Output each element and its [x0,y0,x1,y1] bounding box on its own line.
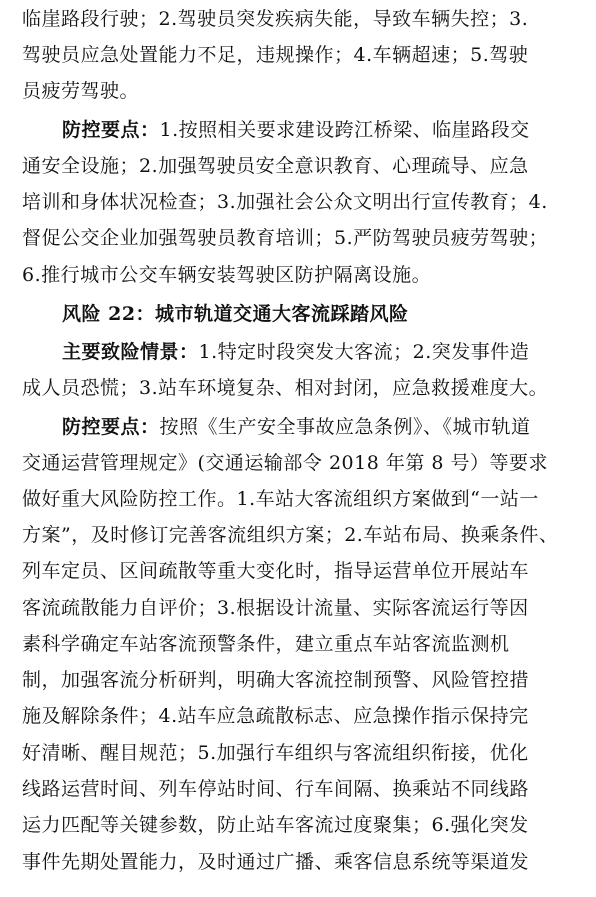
text-line [22,808,574,842]
text-line [62,410,574,444]
line-text: 客流疏散能力自评价；3.根据设计流量、实际客流运行等因 [22,597,529,619]
line-text: 施及解除条件；4.站车应急疏散标志、应急操作指示保持完 [22,705,529,727]
line-text: 好清晰、醒目规范；5.加强行车组织与客流组织衔接，优化 [22,742,529,764]
text-line [22,185,574,219]
line-text: 1.按照相关要求建设跨江桥梁、临崖路段交 [159,119,530,141]
text-line [22,38,574,72]
text-line [22,736,574,770]
line-text: 通安全设施；2.加强驾驶员安全意识教育、心理疏导、应急 [22,155,529,177]
text-line [22,221,574,255]
line-text: 做好重大风险防控工作。1.车站大客流组织方案做到“一站一 [22,488,539,510]
line-text: 驾驶员应急处置能力不足，违规操作；4.车辆超速；5.驾驶 [22,44,529,66]
text-line [22,446,574,480]
line-text: 督促公交企业加强驾驶员教育培训；5.严防驾驶员疲劳驾驶； [22,227,549,249]
line-text: 运力匹配等关键参数，防止站车客流过度聚集；6.强化突发 [22,814,529,836]
line-text: 交通运营管理规定》(交通运输部令 2018 年第 8 号）等要求 [22,452,549,474]
line-label: 防控要点： [62,416,160,438]
text-line [22,371,574,405]
text-line [22,258,574,292]
text-line [22,2,574,36]
line-text: 1.特定时段突发大客流；2.突发事件造 [198,341,530,363]
section-heading [62,297,574,331]
text-line [62,335,574,369]
text-line [22,772,574,806]
text-line [62,113,574,147]
text-line [22,554,574,588]
text-line [22,149,574,183]
line-text: 素科学确定车站客流预警条件，建立重点车站客流监测机 [22,633,510,655]
text-line [22,518,574,552]
line-text: 培训和身体状况检查；3.加强社会公众文明出行宣传教育；4. [22,191,548,213]
line-text: 事件先期处置能力，及时通过广播、乘客信息系统等渠道发 [22,851,530,873]
line-text: 线路运营时间、列车停站时间、行车间隔、换乘站不同线路 [22,778,530,800]
line-text: 员疲劳驾驶。 [22,80,140,102]
line-text: 制，加强客流分析研判，明确大客流控制预警、风险管控措 [22,669,530,691]
line-label: 主要致险情景： [62,341,199,363]
text-line [22,663,574,697]
text-line [22,699,574,733]
text-line [22,74,574,108]
line-text: 方案”，及时修订完善客流组织方案；2.车站布局、换乘条件、 [22,524,559,546]
line-text: 6.推行城市公交车辆安装驾驶区防护隔离设施。 [22,264,432,286]
text-line [22,482,574,516]
text-line [22,627,574,661]
line-text: 按照《生产安全事故应急条例》、《城市轨道 [159,416,531,438]
line-text: 临崖路段行驶；2.驾驶员突发疾病失能，导致车辆失控；3. [22,8,529,30]
text-line [22,591,574,625]
line-label: 防控要点： [62,119,160,141]
line-text: 成人员恐慌；3.站车环境复杂、相对封闭，应急救援难度大。 [22,377,549,399]
text-line [22,845,574,879]
line-text: 列车定员、区间疏散等重大变化时，指导运营单位开展站车 [22,560,530,582]
line-label: 风险 22：城市轨道交通大客流踩踏风险 [62,303,409,325]
